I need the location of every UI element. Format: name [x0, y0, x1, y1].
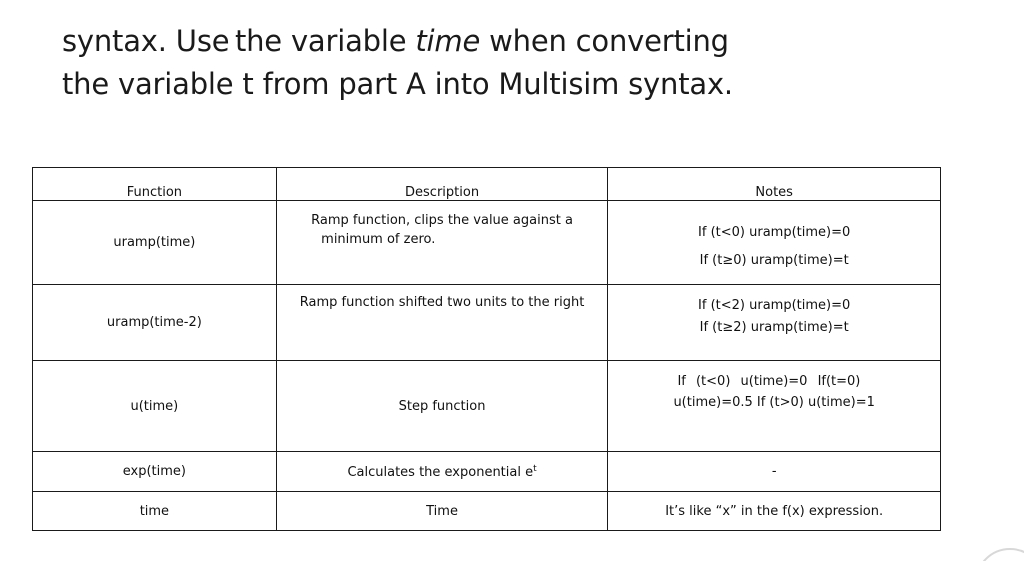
intro-line-1-start: syntax. Use the variable [62, 24, 416, 58]
intro-paragraph [62, 20, 733, 106]
intro-line-1 [62, 20, 733, 63]
intro-variable-name: time [415, 24, 481, 58]
function-cell: time [33, 492, 277, 531]
function-cell: uramp(time-2) [33, 285, 277, 361]
description-cell: Step function [276, 361, 608, 452]
notes-line: If (t<0) uramp(time)=0 [698, 224, 851, 240]
table-row [33, 492, 941, 531]
description-cell [276, 285, 608, 361]
table-row [33, 285, 941, 361]
function-cell: u(time) [33, 361, 277, 452]
function-table [32, 167, 941, 531]
notes-line: If (t≥0) uramp(time)=t [699, 252, 849, 268]
description-line: minimum of zero. [321, 232, 436, 247]
intro-line-2: the variable t from part A into Multisim syntax. [62, 67, 733, 101]
notes-line: If (t<2) uramp(time)=0 [698, 298, 851, 313]
description-cell [276, 452, 608, 492]
header-function: Function [33, 168, 277, 201]
notes-line: If (t≥2) uramp(time)=t [699, 320, 849, 335]
notes-cell [608, 285, 941, 361]
notes-cell [608, 361, 941, 452]
table-row [33, 201, 941, 285]
table-header-row [33, 168, 941, 201]
description-cell: Time [276, 492, 608, 531]
exponent-superscript: t [533, 463, 537, 474]
header-description: Description [276, 168, 608, 201]
notes-line: If (t<0) u(time)=0 If(t=0) [677, 374, 861, 389]
notes-line: u(time)=0.5 If (t>0) u(time)=1 [673, 395, 875, 410]
description-text: Calculates the exponential e [347, 464, 534, 480]
notes-cell [608, 201, 941, 285]
header-notes: Notes [608, 168, 941, 201]
notes-cell: It’s like “x” in the f(x) expression. [608, 492, 941, 531]
intro-line-1-end: when converting [480, 24, 729, 58]
description-line: Ramp function shifted two units to the right [299, 295, 585, 310]
function-cell: exp(time) [33, 452, 277, 492]
table-row [33, 361, 941, 452]
table-row [33, 452, 941, 492]
corner-circle-decoration [975, 548, 1024, 561]
description-line: Ramp function, clips the value against a [311, 213, 573, 228]
notes-cell: - [608, 452, 941, 492]
function-cell: uramp(time) [33, 201, 277, 285]
description-cell [276, 201, 608, 285]
